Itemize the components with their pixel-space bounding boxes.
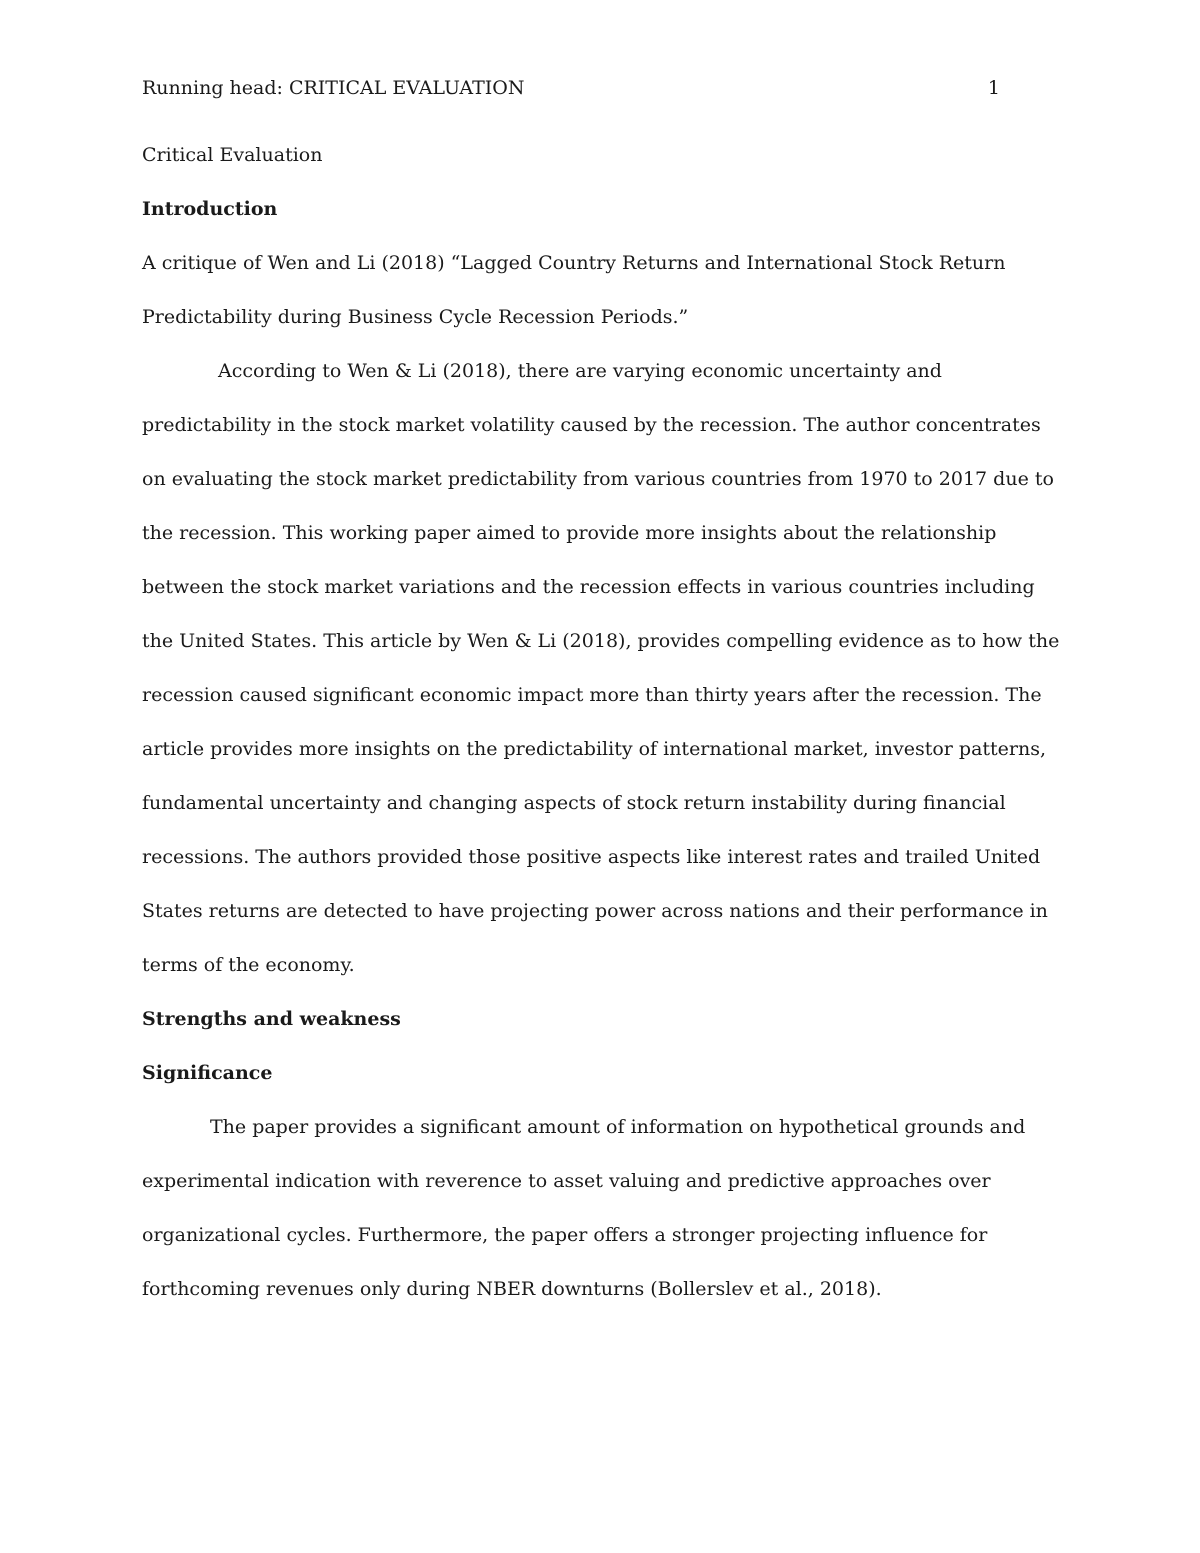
critique-statement: A critique of Wen and Li (2018) “Lagged Country Returns and International Stock Return Predictability during Business Cycle Recession Periods.” — [142, 252, 1006, 328]
introduction-heading: Introduction — [142, 198, 278, 220]
document-body — [142, 128, 1067, 1316]
running-head: Running head: CRITICAL EVALUATION — [142, 77, 525, 99]
significance-heading: Significance — [142, 1062, 273, 1084]
significance-paragraph: The paper provides a significant amount of information on hypothetical grounds and experimental indication with reverence to asset valuing and predictive approaches over organizational cycles. Furthermore, the paper offers a stronger projecting influence for forthcoming revenues only during NBER downturns (Bollerslev et al., 2018). — [142, 1116, 1026, 1300]
strengths-heading: Strengths and weakness — [142, 1008, 401, 1030]
introduction-paragraph: According to Wen & Li (2018), there are varying economic uncertainty and predictability in the stock market volatility caused by the recession. The author concentrates on evaluating the stock market predictability from various countries from 1970 to 2017 due to the recession. This working paper aimed to provide more insights about the relationship between the stock market variations and the recession effects in various countries including the United States. This article by Wen & Li (2018), provides compelling evidence as to how the recession caused significant economic impact more than thirty years after the recession. The article provides more insights on the predictability of international market, investor patterns, fundamental uncertainty and changing aspects of stock return instability during financial recessions. The authors provided those positive aspects like interest rates and trailed United States returns are detected to have projecting power across nations and their performance in terms of the economy. — [142, 360, 1060, 976]
page-header — [142, 74, 1000, 102]
page-number: 1 — [987, 77, 1000, 99]
document-title: Critical Evaluation — [142, 144, 323, 166]
